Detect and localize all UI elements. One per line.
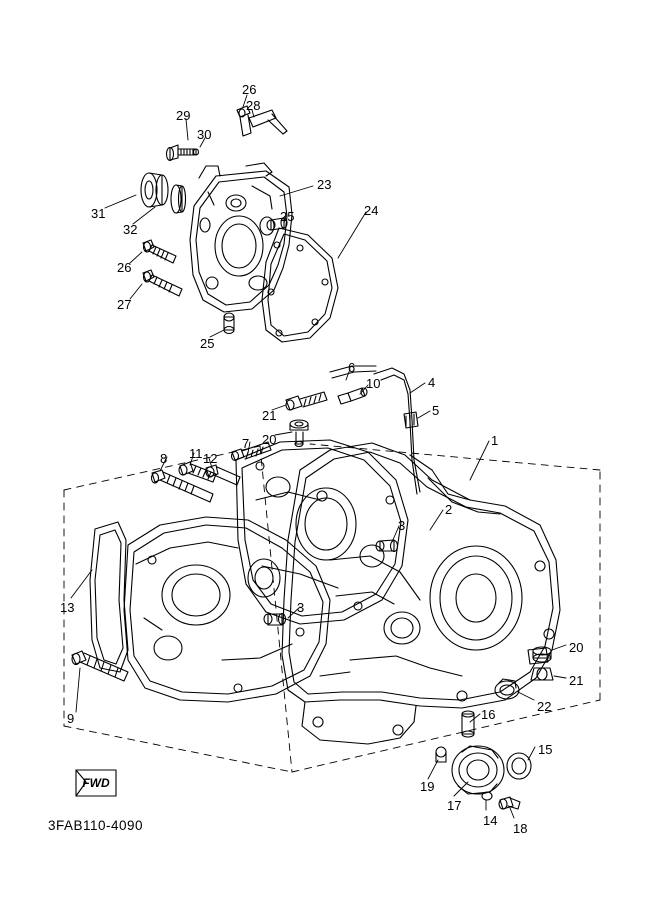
dowel-3a	[376, 540, 398, 552]
callout-28: 28	[246, 98, 261, 113]
callout-7: 7	[242, 436, 250, 451]
callout-5: 5	[432, 403, 440, 418]
bolt-26b	[143, 240, 176, 263]
left-case-gasket	[90, 522, 128, 672]
fwd-label: FWD	[82, 776, 110, 790]
callout-8: 8	[160, 451, 168, 466]
bearing-housing-17	[452, 746, 504, 794]
callout-1: 1	[491, 433, 499, 448]
dowel-pin-25b	[224, 313, 234, 334]
callout-17: 17	[447, 798, 462, 813]
callout-27: 27	[117, 297, 132, 312]
diagram-part-code: 3FAB110-4090	[48, 818, 144, 833]
drain-bolt-21b	[531, 668, 553, 680]
bolt-29-30	[167, 145, 199, 161]
callout-20a: 20	[262, 432, 277, 447]
callout-29: 29	[176, 108, 191, 123]
oil-seal-22	[495, 679, 519, 699]
callout-4: 4	[428, 375, 436, 390]
callout-26: 26	[242, 82, 257, 97]
callout-32: 32	[123, 222, 138, 237]
callout-19: 19	[420, 779, 435, 794]
callout-9: 9	[67, 711, 75, 726]
callout-21b: 21	[569, 673, 584, 688]
oil-seal-15	[507, 753, 531, 779]
crankcase-cover-group	[190, 163, 295, 312]
callout-31: 31	[91, 206, 106, 221]
callout-25a: 25	[280, 209, 295, 224]
assembly-guide-lines	[64, 444, 600, 772]
callout-3b: 3	[297, 600, 305, 615]
pin-19	[436, 747, 446, 762]
washer-20a	[290, 420, 308, 447]
callout-11: 11	[189, 446, 203, 461]
bolt-27	[143, 270, 182, 296]
dowel-26-28	[237, 106, 287, 136]
callout-23: 23	[317, 177, 332, 192]
callout-18: 18	[513, 821, 528, 836]
callout-14: 14	[483, 813, 498, 828]
pin-16	[462, 711, 474, 737]
callout-2: 2	[445, 502, 453, 517]
callout-12: 12	[203, 451, 218, 466]
bolt-12	[206, 465, 240, 485]
cover-gasket	[262, 228, 338, 342]
callout-15: 15	[538, 742, 553, 757]
callout-22: 22	[537, 699, 552, 714]
callout-10: 10	[366, 376, 381, 391]
callout-20b: 20	[569, 640, 584, 655]
callout-6: 6	[348, 360, 356, 375]
fwd-direction-marker	[74, 768, 118, 798]
callout-24: 24	[364, 203, 379, 218]
drain-bolt-21a	[286, 392, 327, 410]
clamp-5	[404, 412, 418, 428]
seal-washer-stack	[141, 173, 186, 213]
callout-21a: 21	[262, 408, 277, 423]
bolt-14	[482, 792, 492, 800]
callout-25b: 25	[200, 336, 215, 351]
callout-3a: 3	[398, 518, 406, 533]
callout-30: 30	[197, 127, 212, 142]
callout-13: 13	[60, 600, 75, 615]
screw-18	[499, 797, 520, 809]
callout-26b: 26	[117, 260, 132, 275]
callout-16: 16	[481, 707, 496, 722]
